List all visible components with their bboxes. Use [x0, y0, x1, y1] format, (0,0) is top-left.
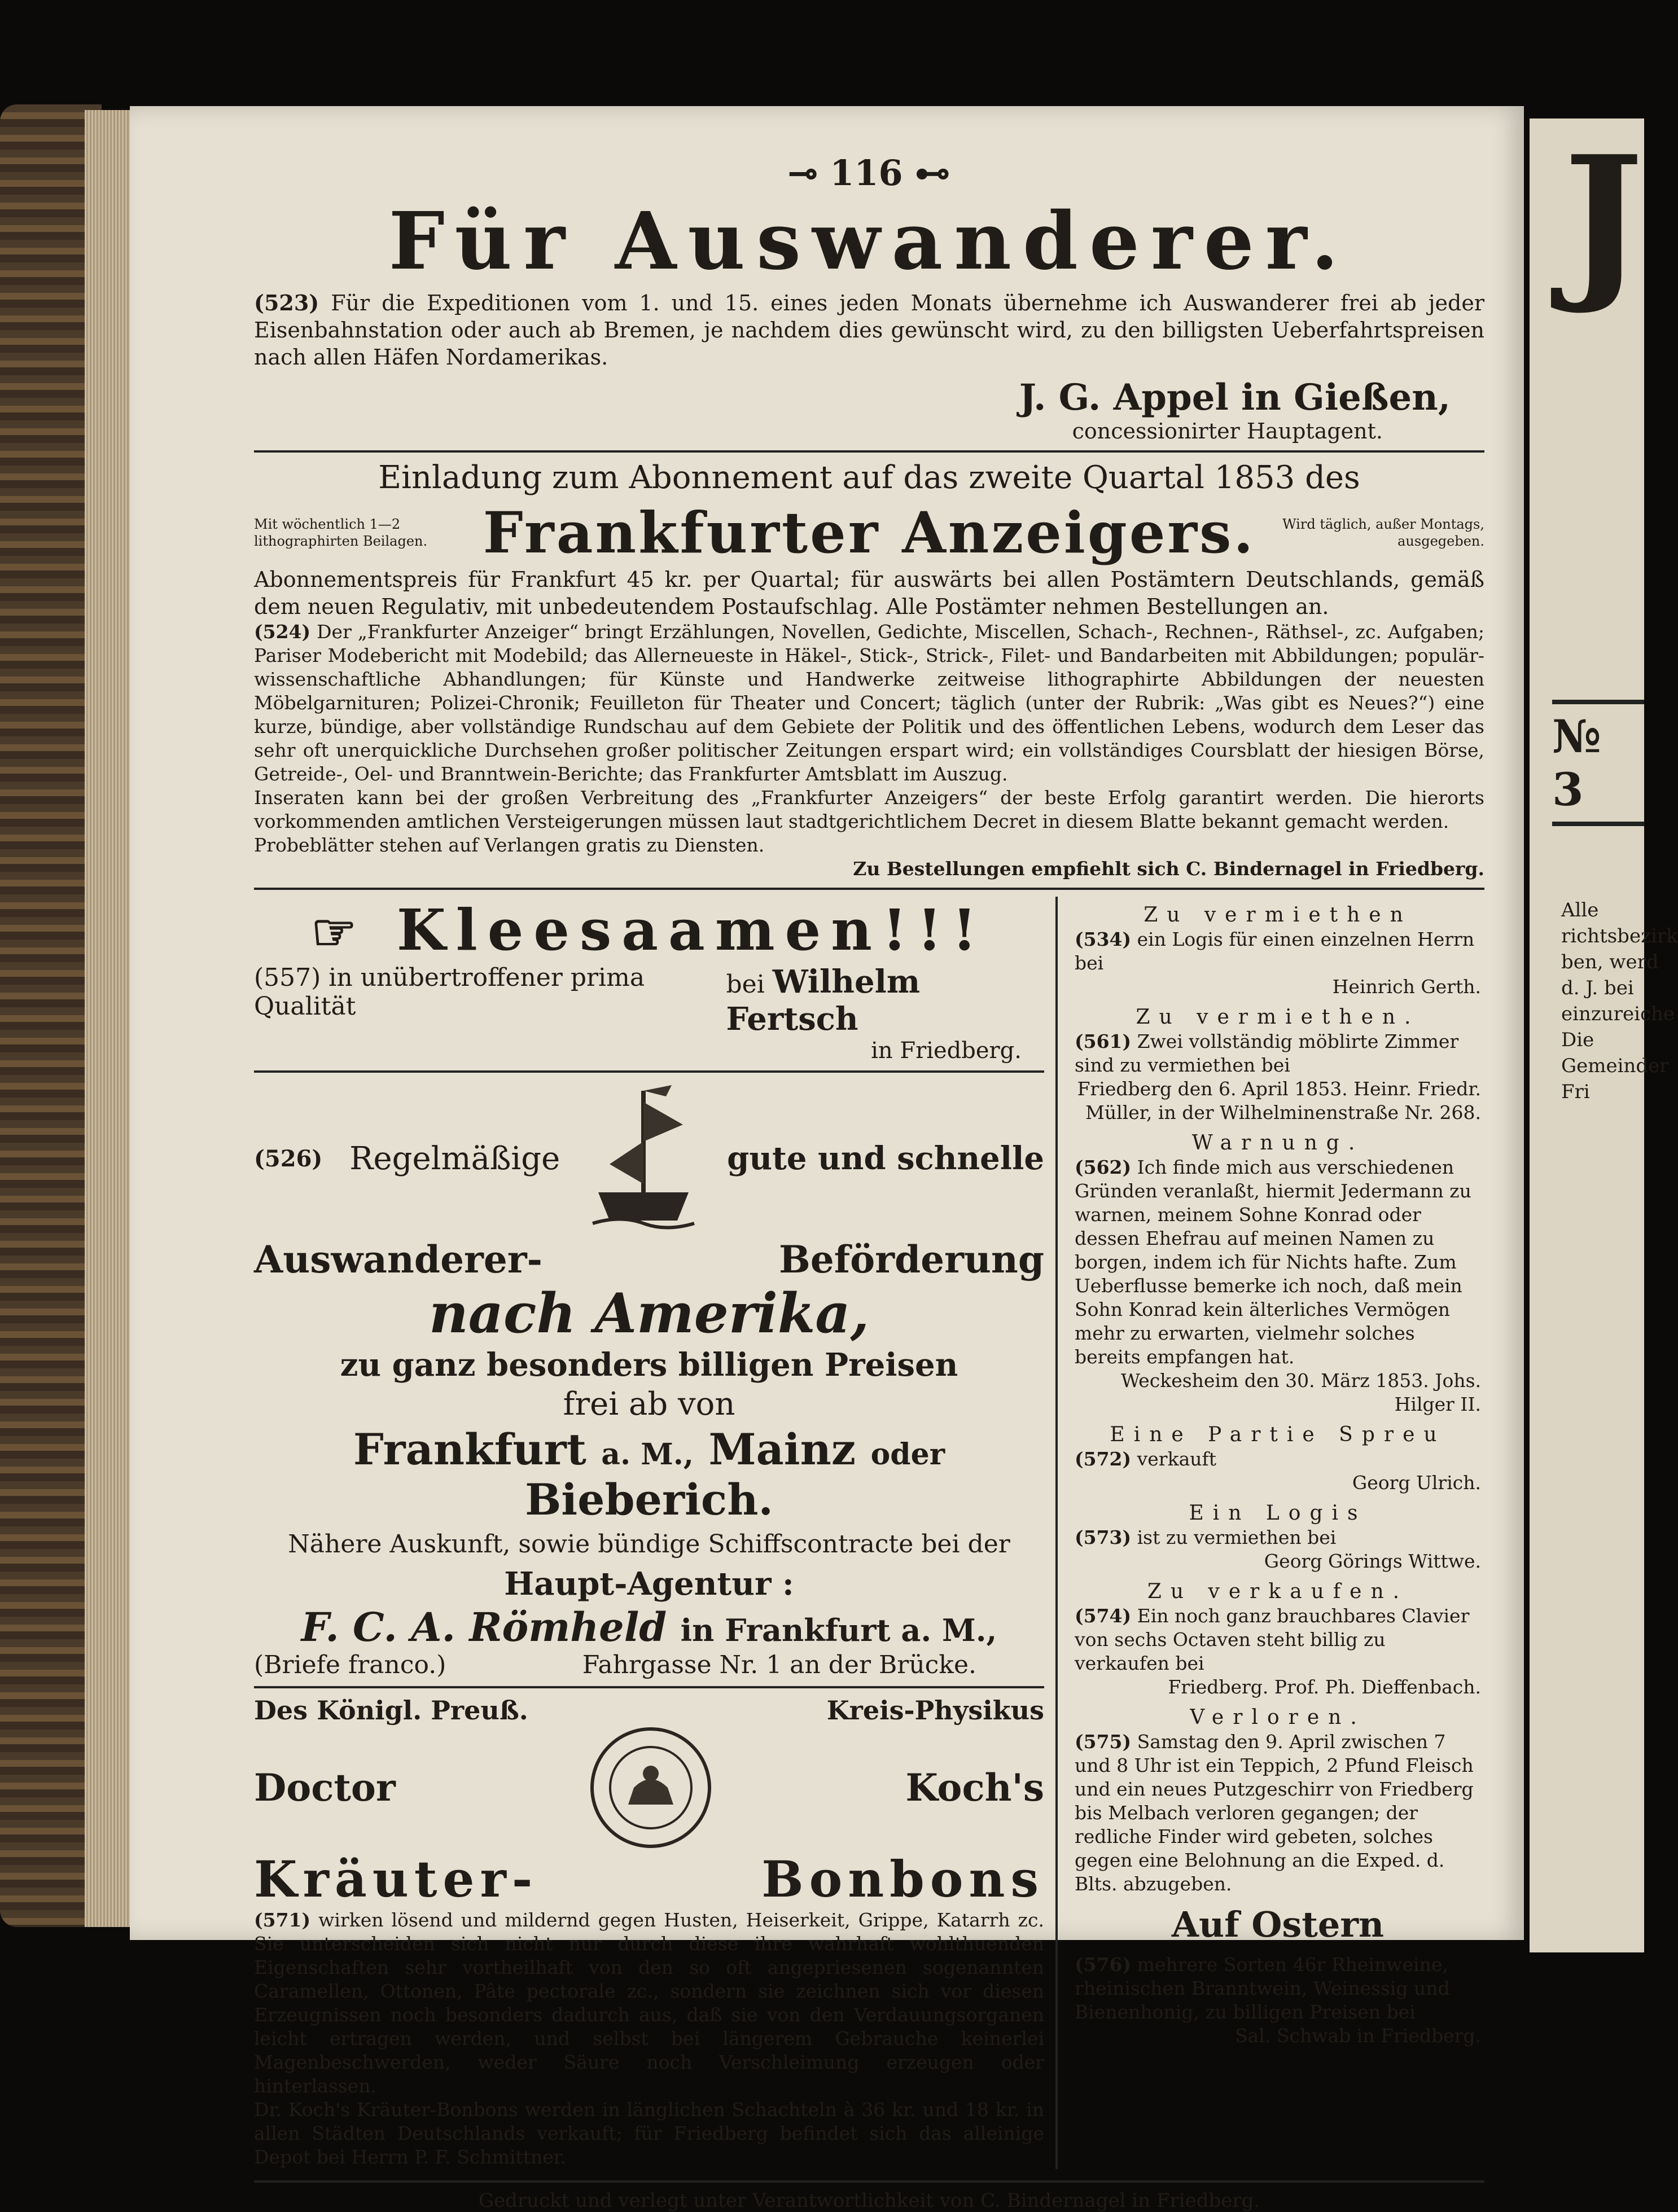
next-line: ben, werd — [1561, 951, 1659, 973]
auswanderer-text: (523) Für die Expeditionen vom 1. und 15. eines jeden Monats übernehme ich Auswanderer frei ab jeder Eisenbahnstation oder auch ab Bremen, je nachdem dies gewünscht wird, zu den billigsten Ueberfahrtspreisen nach allen Häfen Nordamerikas. — [254, 290, 1484, 370]
small-ad: Verloren. (575) Samstag den 9. April zwischen 7 und 8 Uhr ist ein Teppich, 2 Pfund Fleisch und ein neues Putzgeschirr von Friedberg bis Melbach verloren gegangen; der redliche Finder wird gebeten, solches gegen eine Belohnung an die Exped. d. Blts. abzugeben. — [1075, 1706, 1474, 1895]
ship-ad-row2: Auswanderer- Beförderung — [254, 1237, 1044, 1281]
next-page-lines — [1561, 897, 1678, 1105]
two-column-section — [254, 897, 1484, 2169]
next-line: einzureiche — [1561, 1003, 1675, 1025]
small-ad: Warnung. (562) Ich finde mich aus verschiedenen Gründen veranlaßt, hiermit Jedermann zu warnen, meinem Sohne Konrad oder dessen Ehefrau auf meinen Namen zu borgen, indem ich für Nichts hafte. Zum Ueberflusse bemerke ich noch, daß mein Sohn Konrad kein älterliches Vermögen mehr zu erwarten, vielmehr solches bereits empfangen hat. Weckesheim den 30. März 1853. Johs. Hilger II. — [1075, 1131, 1481, 1415]
next-line: richtsbezirk — [1561, 925, 1678, 947]
ship-ad-cities: Frankfurt a. M., Mainz oder Bieberich. — [353, 1424, 945, 1525]
ship-ad-agent: F. C. A. Römheld in Frankfurt a. M., — [301, 1604, 997, 1651]
divider — [254, 450, 1484, 453]
next-page-number: № 3 — [1552, 700, 1644, 826]
divider — [254, 888, 1484, 890]
pointing-hand-icon: ☞ — [311, 902, 367, 962]
auswanderer-signature: J. G. Appel in Gießen, — [1019, 376, 1451, 419]
anzeiger-title-row — [254, 499, 1484, 566]
anzeiger-invite: Einladung zum Abonnement auf das zweite Quartal 1853 des — [378, 459, 1360, 496]
klee-line: (557) in unübertroffener prima Qualität bei Wilhelm Fertsch — [254, 963, 921, 1038]
page-stack-edge — [85, 110, 135, 1927]
ostern-text: (576) mehrere Sorten 46r Rheinweine, rheinischen Branntwein, Weinessig und Bienenhonig, zu billigen Preisen bei — [1075, 1954, 1450, 2023]
next-line: Fri — [1561, 1081, 1590, 1103]
anzeiger-probe: Probeblätter stehen auf Verlangen gratis zu Diensten. — [254, 834, 765, 856]
ostern-title: Auf Ostern — [1171, 1904, 1385, 1945]
next-line: Die — [1561, 1029, 1594, 1051]
auswanderer-signature-sub: concessionirter Hauptagent. — [1072, 419, 1383, 444]
page-footer: Gedruckt und verlegt unter Verantwortlichkeit von C. Bindernagel in Friedberg. — [254, 2180, 1484, 2212]
ship-ad-row1: (526) Regelmäßige gute und schnelle — [254, 1079, 1044, 1237]
small-ad: Ein Logis (573) ist zu vermiethen bei Georg Görings Wittwe. — [1075, 1502, 1481, 1572]
ostern-signature: Sal. Schwab in Friedberg. — [1235, 2025, 1481, 2047]
next-line: d. J. bei — [1561, 977, 1634, 999]
anzeiger-right-note: Wird täglich, außer Montags, ausgegeben. — [1282, 516, 1484, 549]
page-content — [254, 141, 1484, 2212]
ship-icon — [587, 1079, 700, 1237]
ship-ad-line3: Nähere Auskunft, sowie bündige Schiffscontracte bei der — [288, 1530, 1010, 1559]
small-ad: Zu vermiethen. (561) Zwei vollständig möblirte Zimmer sind zu vermiethen bei Friedberg den 6. April 1853. Heinr. Friedr. Müller, in der Wilhelminenstraße Nr. 268. — [1075, 1006, 1481, 1123]
koch-seal-icon — [589, 1726, 713, 1850]
next-page-edge — [1530, 118, 1678, 1952]
koch-text2: Dr. Koch's Kräuter-Bonbons werden in länglichen Schachteln à 36 kr. und 18 kr. in allen Städten Deutschlands verkauft; für Friedberg befindet sich das alleinige Depot bei Herrn P. F. Schmittner. — [254, 2099, 1044, 2168]
koch-row1: Des Königl. Preuß. Kreis-Physikus — [254, 1695, 1044, 1726]
small-ad: Zu vermiethen (534) ein Logis für einen einzelnen Herrn bei Heinrich Gerth. — [1075, 903, 1481, 998]
anzeiger-title: Frankfurter Anzeigers. — [483, 499, 1256, 566]
klee-title: ☞ Kleesaamen!!! — [311, 897, 987, 963]
koch-row2: Doctor Koch's — [254, 1726, 1044, 1850]
page-number: ⊸ 116 ⊷ — [788, 152, 950, 194]
next-page-initial: J — [1563, 118, 1644, 318]
next-line: Alle — [1561, 899, 1599, 921]
small-ad: Eine Partie Spreu (572) verkauft Georg Ulrich. — [1075, 1423, 1481, 1494]
auswanderer-title: Für Auswanderer. — [388, 195, 1350, 288]
koch-row3: Kräuter- Bonbons — [254, 1850, 1044, 1908]
anzeiger-inserate: Inseraten kann bei der großen Verbreitung des „Frankfurter Anzeigers“ der beste Erfolg garantirt werden. Die hierorts vorkommenden amtlichen Versteigerungen müssen laut stadtgerichtlichem Decret in diesem Blatte bekannt gemacht werden. — [254, 787, 1484, 832]
anzeiger-left-note: Mit wöchentlich 1—2 lithographirten Beilagen. — [254, 516, 428, 549]
divider — [254, 1070, 1044, 1073]
ship-ad-line4: Haupt-Agentur : — [504, 1565, 794, 1603]
klee-place: in Friedberg. — [871, 1038, 1022, 1064]
anzeiger-price: Abonnementspreis für Frankfurt 45 kr. per Quartal; für auswärts bei allen Postämtern Deutschlands, gemäß dem neuen Regulativ, mit unbedeutendem Postaufschlag. Alle Postämter nehmen Bestellungen an. — [254, 567, 1484, 619]
next-line: Gemeinder — [1561, 1055, 1669, 1077]
ship-ad-destination: nach Amerika, — [429, 1281, 869, 1345]
koch-text: (571) wirken lösend und mildernd gegen Husten, Heiserkeit, Grippe, Katarrh zc. Sie unterscheiden sich nicht nur durch diese ihre wahrhaft wohlthuenden Eigenschaften sehr vortheilhaft von den so oft angepriesenen sogenannten Caramellen, Ottonen, Pâte pectorale zc., sondern sie zeichnen sich vor diesen Erzeugnissen noch besonders dadurch aus, daß sie von den Verdauungsorganen leicht ertragen werden, und selbst bei längerem Gebrauche keinerlei Magenbeschwerden, weder Säure noch Verschleimung erzeugen oder hinterlassen. — [254, 1909, 1044, 2097]
small-ad: Zu verkaufen. (574) Ein noch ganz brauchbares Clavier von sechs Octaven steht billig zu verkaufen bei Friedberg. Prof. Ph. Dieffenbach. — [1075, 1580, 1481, 1698]
divider — [254, 1686, 1044, 1688]
ship-ad-line1: zu ganz besonders billigen Preisen — [340, 1346, 958, 1384]
anzeiger-text: (524) Der „Frankfurter Anzeiger“ bringt Erzählungen, Novellen, Gedichte, Miscellen, Schach-, Rechnen-, Räthsel-, zc. Aufgaben; Pariser Modebericht mit Modebild; das Allerneueste in Häkel-, Stick-, Strick-, Filet- und Bandarbeiten mit Abbildungen; populär-wissenschaftliche Abhandlungen; für Künste und Handwerke zeitweise lithographirte Abbildungen der neuesten Möbelgarnituren; Polizei-Chronik; Feuilleton für Theater und Concert; täglich (unter der Rubrik: „Was gibt es Neues?“) eine kurze, bündige, aber vollständige Rundschau auf dem Gebiete der Politik und des öffentlichen Lebens, wodurch dem Leser das sehr oft unerquickliche Durchsehen großer politischer Zeitungen erspart wird; ein vollständiges Coursblatt der hiesigen Börse, Getreide-, Oel- und Branntwein-Berichte; das Frankfurter Amtsblatt im Auszug. — [254, 621, 1484, 785]
right-column — [1058, 897, 1481, 2169]
ship-ad-line2: frei ab von — [563, 1386, 735, 1423]
left-column — [254, 897, 1058, 2169]
ship-ad-line5: (Briefe franco.) Fahrgasse Nr. 1 an der Brücke. — [254, 1651, 976, 1679]
anzeiger-bestell: Zu Bestellungen empfiehlt sich C. Bindernagel in Friedberg. — [853, 858, 1484, 880]
